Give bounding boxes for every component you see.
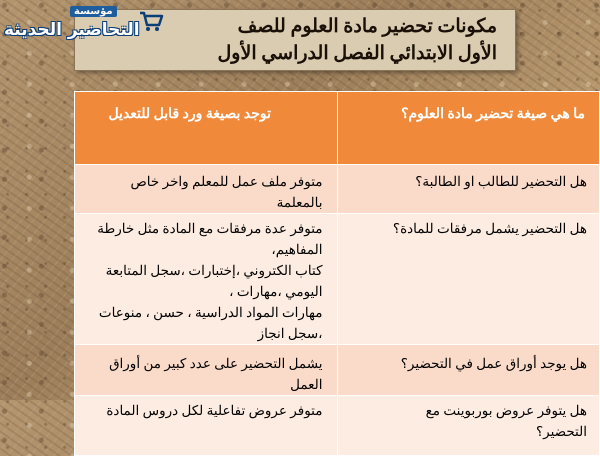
header-answer: توجد بصيغة ورد قابل للتعديل bbox=[75, 92, 338, 165]
cart-icon bbox=[138, 8, 164, 34]
question-line: التحضير؟ bbox=[535, 424, 587, 439]
table-row bbox=[75, 345, 600, 396]
row-question: هل التحضير للطالب او الطالبة؟ bbox=[337, 165, 600, 214]
answer-line: مهارات المواد الدراسية ، حسن ، منوعات ،سجل انجاز bbox=[98, 305, 323, 341]
table-row bbox=[75, 396, 600, 456]
row-answer: متوفر ملف عمل للمعلم واخر خاص بالمعلمة bbox=[75, 165, 338, 214]
logo bbox=[0, 4, 166, 46]
row-question bbox=[337, 396, 600, 456]
title-line-2: الأول الابتدائي الفصل الدراسي الأول bbox=[217, 43, 497, 64]
answer-line: متوفر عدة مرفقات مع المادة مثل خارطة المفاهيم، bbox=[97, 221, 323, 257]
row-answer: متوفر عروض تفاعلية لكل دروس المادة bbox=[75, 396, 338, 456]
row-answer: يشمل التحضير على عدد كبير من أوراق العمل bbox=[75, 345, 338, 396]
header-question: ما هي صيغة تحضير مادة العلوم؟ bbox=[337, 92, 600, 165]
table-header-row bbox=[75, 92, 600, 165]
logo-big-text: التحاضير الحديثة bbox=[4, 20, 140, 40]
info-table bbox=[74, 91, 600, 456]
logo-small-text: مؤسسة bbox=[70, 6, 117, 17]
row-question: هل التحضير يشمل مرفقات للمادة؟ bbox=[337, 214, 600, 345]
title-line-1: مكونات تحضير مادة العلوم للصف bbox=[237, 16, 497, 37]
table-row bbox=[75, 165, 600, 214]
row-question: هل يوجد أوراق عمل في التحضير؟ bbox=[337, 345, 600, 396]
row-answer bbox=[75, 214, 338, 345]
answer-line: كتاب الكتروني ،إختبارات ،سجل المتابعة اليومي ،مهارات ، bbox=[105, 263, 323, 299]
table-row bbox=[75, 214, 600, 345]
question-line: هل يتوفر عروض بوربوينت مع bbox=[425, 403, 587, 418]
